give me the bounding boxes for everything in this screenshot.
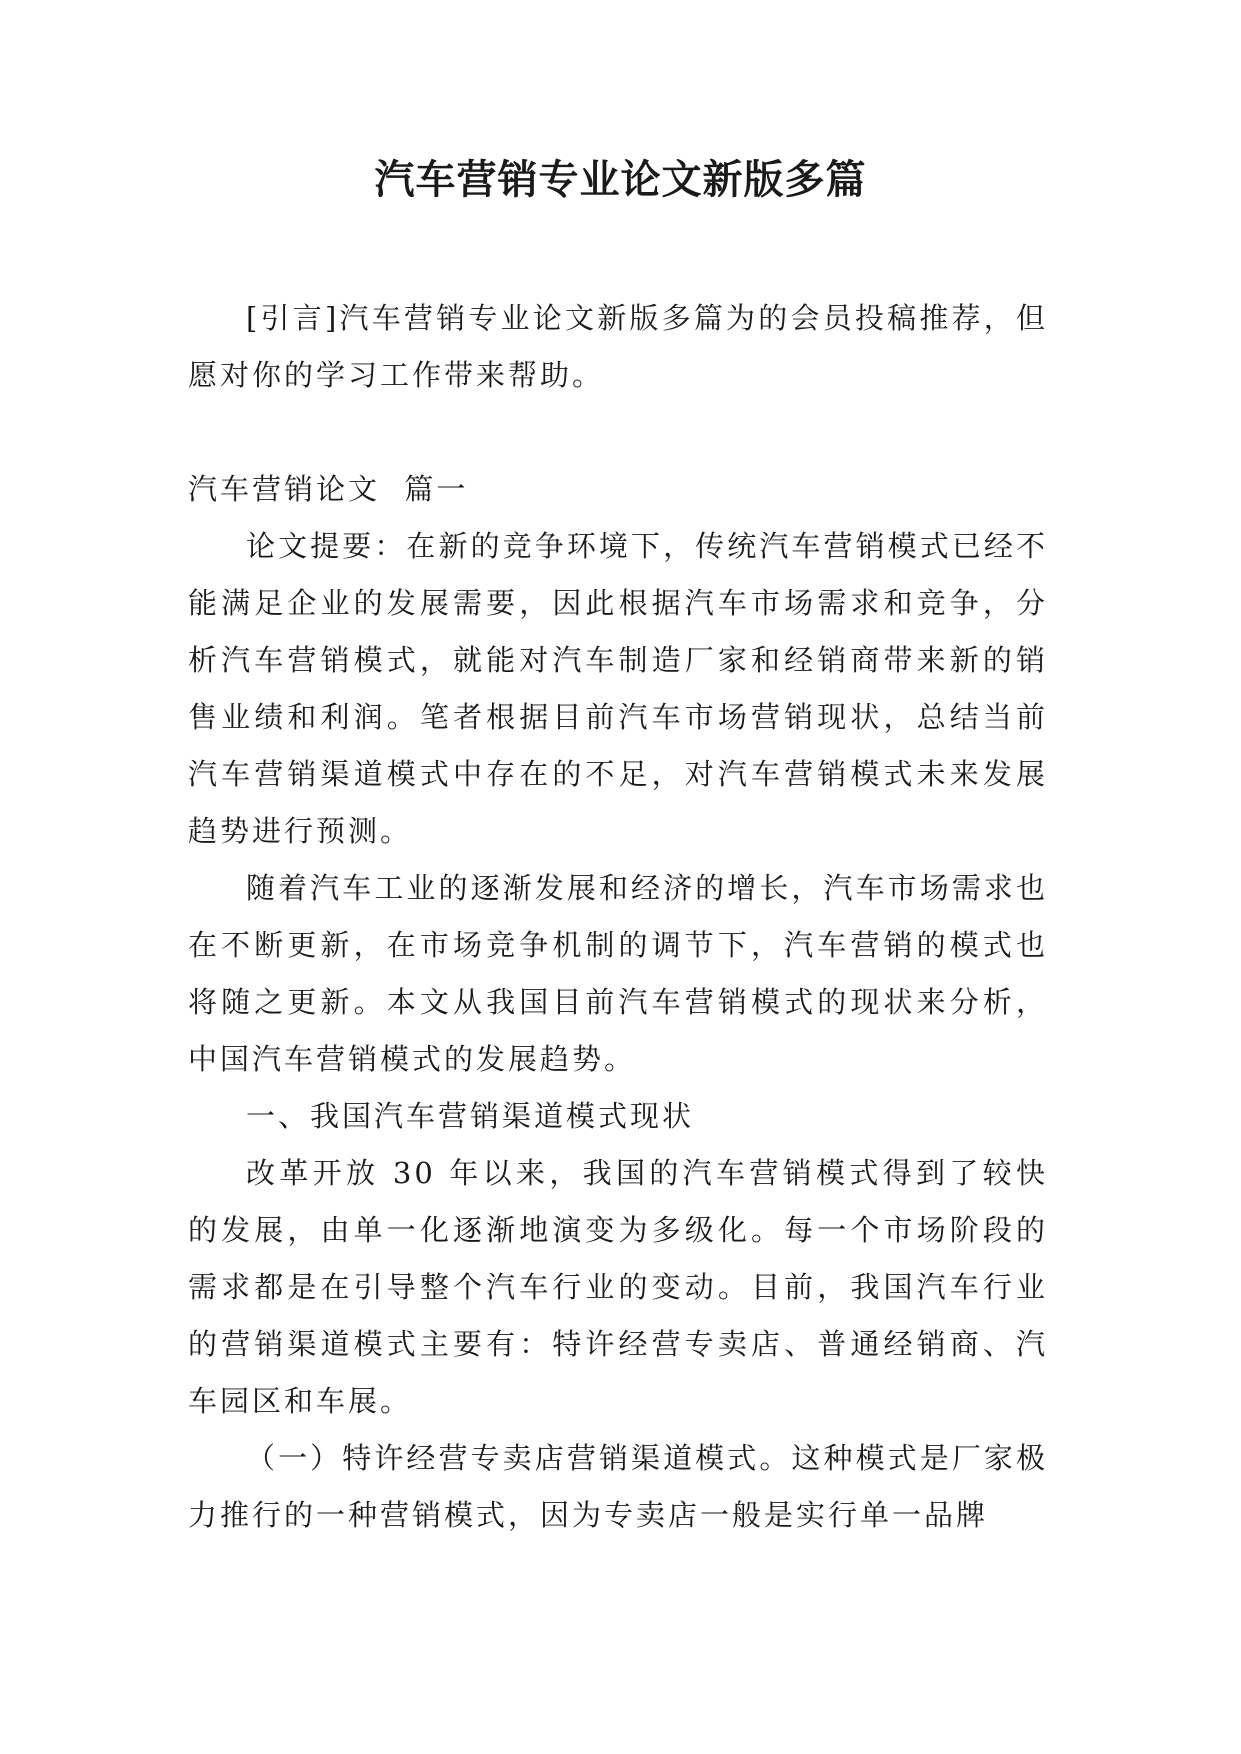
subsection-heading: 一、我国汽车营销渠道模式现状 [246,1099,695,1133]
body-paragraph: 改革开放 30 年以来，我国的汽车营销模式得到了较快的发展，由单一化逐渐地演变为多级化。每一个市场阶段的需求都是在引导整个汽车行业的变动。目前，我国汽车行业的营销渠道模式主要有：特许经营专卖店、普通经销商、汽车园区和车展。 [188,1156,1048,1418]
spacer [188,404,1048,461]
section-title: 汽车营销论文 篇一 [188,472,469,506]
body-paragraph: 随着汽车工业的逐渐发展和经济的增长，汽车市场需求也在不断更新，在市场竞争机制的调节下，汽车营销的模式也将随之更新。本文从我国目前汽车营销模式的现状来分析，中国汽车营销模式的发展趋势。 [188,871,1048,1076]
document-title: 汽车营销专业论文新版多篇 [374,157,867,203]
body-paragraph: （一）特许经营专卖店营销渠道模式。这种模式是厂家极力推行的一种营销模式，因为专卖店一般是实行单一品牌 [188,1441,1048,1532]
intro-paragraph: [引言]汽车营销专业论文新版多篇为的会员投稿推荐，但愿对你的学习工作带来帮助。 [188,301,1048,392]
document-body [188,290,1048,1544]
abstract-paragraph: 论文提要：在新的竞争环境下，传统汽车营销模式已经不能满足企业的发展需要，因此根据汽车市场需求和竞争，分析汽车营销模式，就能对汽车制造厂家和经销商带来新的销售业绩和利润。笔者根据目前汽车市场营销现状，总结当前汽车营销渠道模式中存在的不足，对汽车营销模式未来发展趋势进行预测。 [188,529,1048,848]
